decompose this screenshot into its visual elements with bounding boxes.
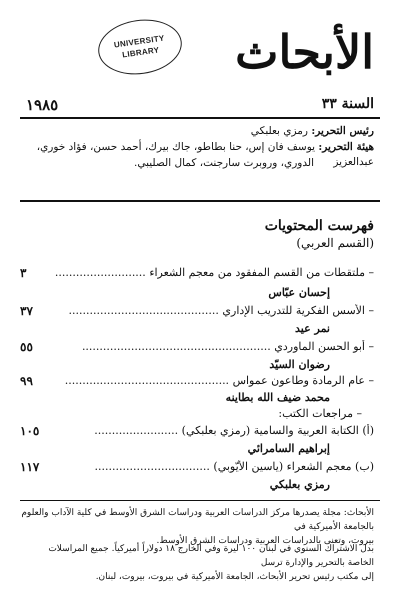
board-line-2: الدوري، وروبرت سارجنت، كمال الصليبي.	[134, 157, 314, 169]
journal-title: الأبحاث	[235, 25, 374, 79]
toc-entry	[20, 266, 374, 282]
entry-page: ٣٧	[20, 304, 33, 318]
masthead-editor	[20, 124, 374, 139]
issue-year: ١٩٨٥	[26, 96, 59, 114]
toc-entry	[20, 304, 374, 320]
entry-author: نمر عيد	[295, 322, 330, 335]
review-title-text: (ب) معجم الشعراء (ياسين الأيّوبي)	[213, 460, 374, 473]
header-rule	[20, 117, 380, 119]
footer-rule	[20, 500, 380, 501]
toc-entry	[20, 340, 374, 356]
footer-para-2	[20, 542, 374, 584]
library-stamp	[95, 14, 186, 79]
footer-p1-line2: بيروت، وتعنى بالدراسات العربية ودراسات الشرق الأوسط.	[156, 536, 374, 546]
entry-title-text: الأسس الفكرية للتدريب الإداري	[222, 304, 365, 317]
review-entry	[20, 424, 374, 440]
entry-title: – الأسس الفكرية للتدريب الإداري ...........................................	[68, 304, 374, 317]
entry-author: إحسان عبّاس	[268, 286, 330, 299]
masthead-board-cont	[20, 156, 314, 171]
reviews-label: مراجعات الكتب:	[278, 407, 353, 420]
entry-title-text: أبو الحسن الماوردي	[274, 340, 365, 353]
issue-label: السنة ٣٣	[321, 96, 374, 112]
toc-title: فهرست المحتويات	[264, 218, 374, 234]
entry-title-text: عام الرمادة وطاعون عمواس	[232, 374, 365, 387]
toc-section: (القسم العربي)	[296, 236, 374, 250]
stamp-line-1: UNIVERSITY	[113, 33, 166, 50]
editor-name: رمزي بعلبكي	[250, 125, 308, 137]
review-title: (ب) معجم الشعراء (ياسين الأيّوبي) .................................	[94, 460, 374, 473]
editor-label: رئيس التحرير:	[311, 125, 374, 137]
toc-entry	[20, 374, 374, 390]
footer-p2-line1: بدل الاشتراك السنوي في لبنان ١٠٠ ليرة وفي الخارج ١٨ دولاراً أميركياً. جميع المراسلات الخاصة بالتحرير والإدارة ترسل	[48, 544, 374, 568]
masthead-rule	[20, 200, 380, 202]
issue-row	[26, 96, 374, 114]
review-author: رمزي بعلبكي	[269, 478, 330, 491]
entry-author: محمد ضيف الله بطاينه	[225, 391, 330, 404]
entry-title: – عام الرمادة وطاعون عمواس ...............................................	[64, 374, 374, 387]
entry-page: ٣	[20, 266, 27, 280]
footer-p2-line2: إلى مكتب رئيس تحرير الأبحاث، الجامعة الأميركية في بيروت، بيروت، لبنان.	[95, 572, 374, 582]
entry-author: رضوان السيّد	[269, 358, 330, 371]
review-author: إبراهيم السامرائي	[247, 442, 330, 455]
review-page: ١٠٥	[20, 424, 40, 438]
entry-title-text: ملتقطات من القسم المفقود من معجم الشعراء	[149, 266, 365, 279]
review-entry	[20, 460, 374, 476]
entry-page: ٥٥	[20, 340, 33, 354]
entry-title: – أبو الحسن الماوردي ......................................................	[81, 340, 374, 353]
stamp-line-2: LIBRARY	[121, 45, 160, 60]
review-page: ١١٧	[20, 460, 40, 474]
entry-page: ٩٩	[20, 374, 33, 388]
review-title-text: (أ) الكتابة العربية والسامية (رمزي بعلبكي)	[181, 424, 374, 437]
footer-p1-line1: الأبحاث: مجلة يصدرها مركز الدراسات العربية ودراسات الشرق الأوسط في كلية الآداب والعلوم بالجامعة الأميركية في	[21, 508, 374, 532]
reviews-header: – مراجعات الكتب:	[278, 407, 362, 420]
review-title: (أ) الكتابة العربية والسامية (رمزي بعلبكي) ........................	[94, 424, 374, 437]
board-line-1: يوسف فان إس، حنا بطاطو، جاك بيرك، أحمد حسن، فؤاد خوري، عبدالعزيز	[36, 141, 374, 168]
entry-title: – ملتقطات من القسم المفقود من معجم الشعراء ..........................	[54, 266, 374, 279]
board-label: هيئة التحرير:	[318, 141, 374, 153]
